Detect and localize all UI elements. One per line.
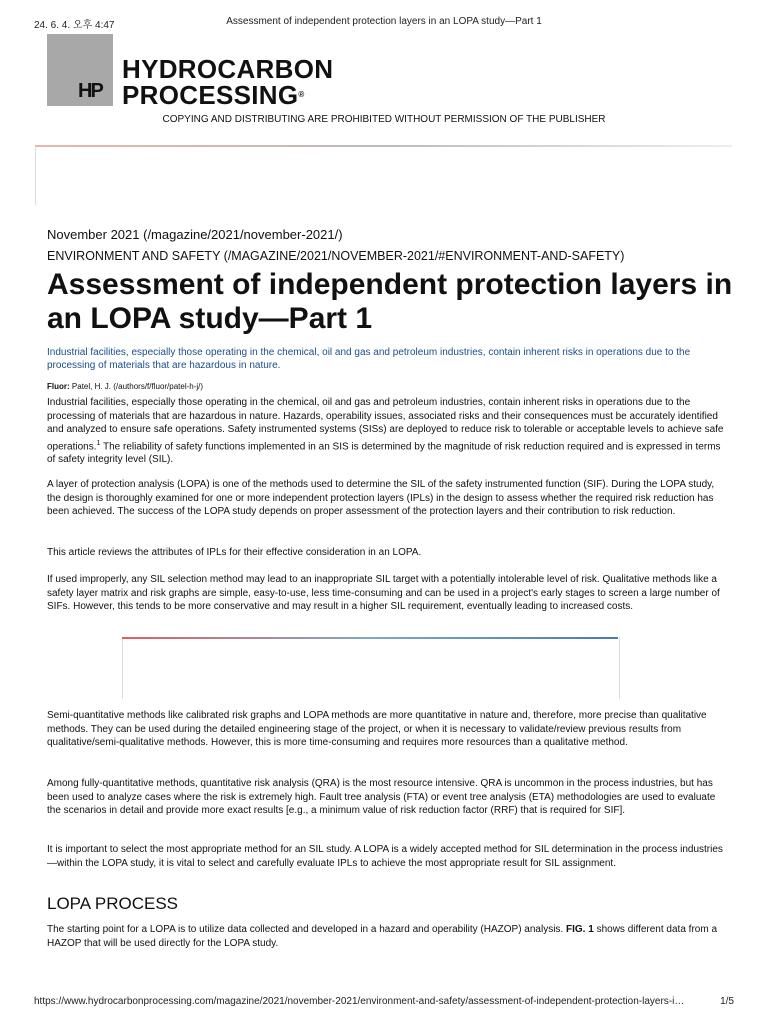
logo-line-1: HYDROCARBON	[122, 54, 334, 84]
print-date: 24. 6. 4. 오후 4:47	[34, 20, 115, 31]
paragraph-5: Semi-quantitative methods like calibrated risk graphs and LOPA methods are more quantitative in nature and, therefore, more precise than qualitative methods. They can be used during the detailed engineering stage of the project, or when it is necessary to validate/review previous results from qualitative/semi-qualitative methods. However, this is more time-consuming and requires more resources than a qualitative method.	[47, 710, 707, 748]
author-link[interactable]: Patel, H. J. (/authors/f/fluor/patel-h-j/)	[71, 382, 204, 391]
issue-link[interactable]: November 2021 (/magazine/2021/november-2021/)	[47, 227, 343, 242]
logo-mark: HP	[78, 80, 102, 102]
paragraph-1: Industrial facilities, especially those operating in the chemical, oil and gas and petroleum industries, contain inherent risks in operations due to the processing of materials that are hazardous in nature. Hazards, operability issues, associated risks and their consequences must be accurately identified and analyzed to ensure safe operations. Safety instrumented systems (SISs) are deployed to reduce risk to tolerable or acceptable levels to achieve safe operations.$^1$ The reliability of safety functions implemented in an SIS is determined by the magnitude of risk reduction required and is expressed in terms of safety integrity level (SIL).	[47, 397, 724, 466]
paragraph-3: This article reviews the attributes of IPLs for their effective consideration in an LOPA.	[47, 547, 422, 558]
paragraph-8: The starting point for a LOPA is to utilize data collected and developed in a hazard and operability (HAZOP) analysis. FIG. 1 shows different data from a HAZOP that will be used directly for the LOPA study.	[47, 924, 718, 949]
author-affiliation: Fluor:	[47, 382, 70, 391]
print-page-title: Assessment of independent protection layers in an LOPA study—Part 1	[226, 16, 542, 27]
author-line[interactable]	[47, 382, 203, 391]
figure-reference: FIG. 1	[566, 924, 594, 935]
article-title: Assessment of independent protection layers in an LOPA study—Part 1	[47, 268, 733, 335]
paragraph-7: It is important to select the most appropriate method for an SIL study. A LOPA is a widely accepted method for SIL determination in the process industries—within the LOPA study, it is vital to select and carefully evaluate IPLs to achieve the most appropriate result for SIL assignment.	[47, 844, 723, 869]
logo-wordmark[interactable]	[122, 56, 333, 108]
section-link[interactable]: ENVIRONMENT AND SAFETY (/MAGAZINE/2021/NOVEMBER-2021/#ENVIRONMENT-AND-SAFETY)	[47, 249, 625, 263]
ad-banner-top-border	[35, 145, 732, 147]
ad-banner-inline[interactable]	[122, 637, 620, 699]
copyright-notice: COPYING AND DISTRIBUTING ARE PROHIBITED WITHOUT PERMISSION OF THE PUBLISHER	[162, 114, 606, 125]
print-url: https://www.hydrocarbonprocessing.com/magazine/2021/november-2021/environment-and-safety/assessment-of-independent-protection-layers-i…	[34, 996, 685, 1007]
paragraph-2: A layer of protection analysis (LOPA) is one of the methods used to determine the SIL of the safety instrumented function (SIF). During the LOPA study, the design is thoroughly examined for one or more independent protection layers (IPLs) in the design to assess whether the required risk reduction has been achieved. The success of the LOPA study depends on proper assessment of the protection layers and their contribution to risk reduction.	[47, 479, 715, 517]
paragraph-4: If used improperly, any SIL selection method may lead to an inappropriate SIL target with a potentially intolerable level of risk. Qualitative methods like a safety layer matrix and risk graphs are simple, easy-to-use, less time-consuming and can be used in a project's early stages to screen a large number of SIFs. However, this tends to be more conservative and may result in a higher SIL requirement, eventually leading to increased costs.	[47, 574, 720, 612]
ad-banner-top[interactable]	[35, 145, 733, 205]
print-page-number: 1/5	[720, 996, 734, 1007]
paragraph-6: Among fully-quantitative methods, quantitative risk analysis (QRA) is the most resource intensive. QRA is uncommon in the process industries, but has been used to analyze cases where the risk is extremely high. Fault tree analysis (FTA) or event tree analysis (ETA) methodologies are used to evaluate the scenarios in detail and provide more exact results [e.g., a minimum value of risk reduction factor (RRF) that is required for SIF].	[47, 778, 716, 816]
logo-line-2: PROCESSING®	[122, 80, 305, 110]
ad-banner-inline-border	[122, 637, 618, 639]
article-lede: Industrial facilities, especially those operating in the chemical, oil and gas and petroleum industries, contain inherent risks in operations due to the processing of materials that are hazardous in nature.	[47, 347, 691, 371]
section-heading-lopa-process: LOPA PROCESS	[47, 894, 179, 913]
